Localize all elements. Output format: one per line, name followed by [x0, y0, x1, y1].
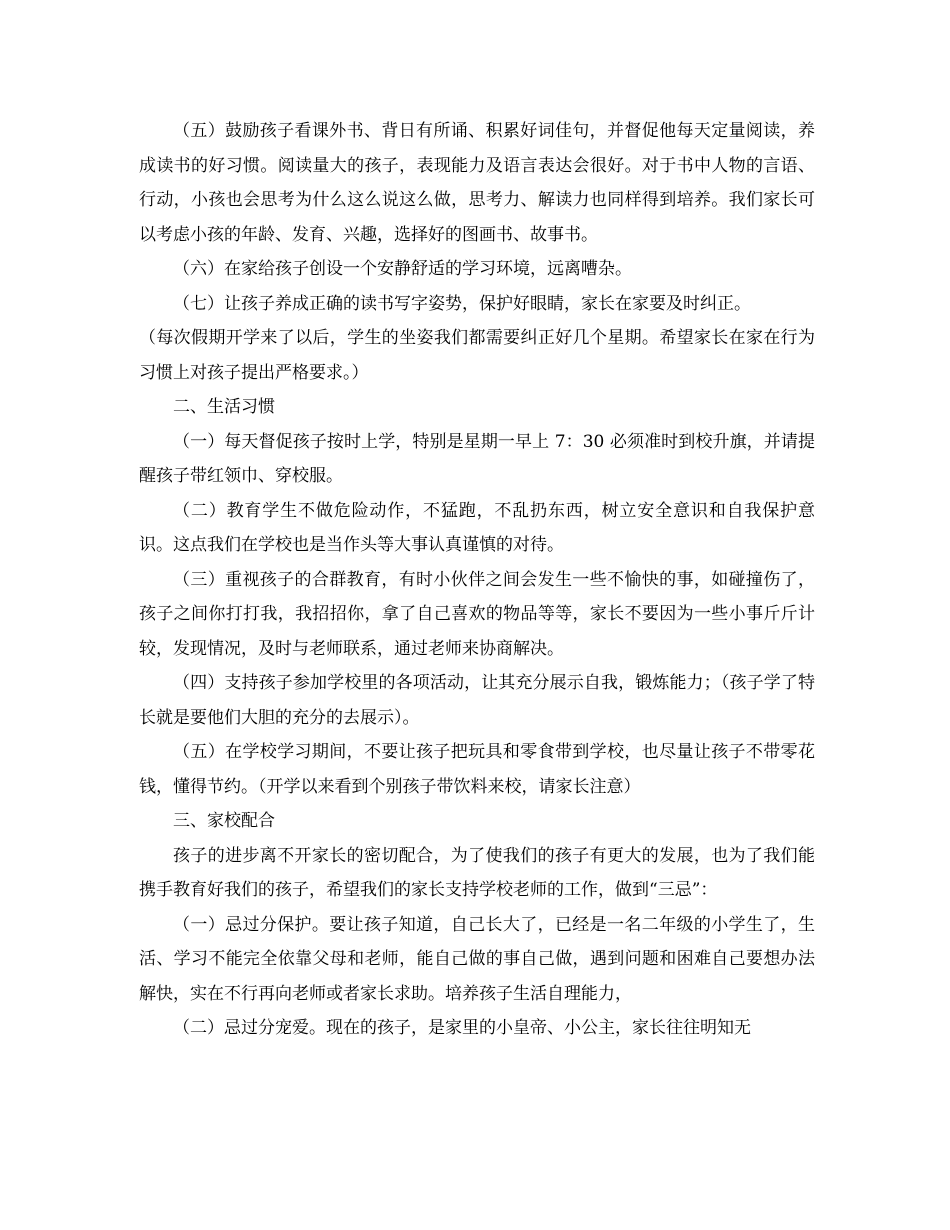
paragraph-overprotection: （一）忌过分保护。要让孩子知道，自己长大了，已经是一名二年级的小学生了，生活、学习不能完全依靠父母和老师，能自己做的事自己做，遇到问题和困难自己要想办法解快，实在不行再向老师或者家长求助。培养孩子生活自理能力， — [139, 914, 815, 1004]
section-heading-life-habits: 二、生活习惯 — [173, 397, 275, 417]
paragraph-social-education: （三）重视孩子的合群教育，有时小伙伴之间会发生一些不愉快的事，如碰撞伤了，孩子之间你打打我，我招招你，拿了自己喜欢的物品等等，家长不要因为一些小事斤斤计较，发现情况，及时与老师联系，通过老师来协商解决。 — [139, 569, 815, 659]
paragraph-encourage-reading: （五）鼓励孩子看课外书、背日有所诵、积累好词佳句，并督促他每天定量阅读，养成读书的好习惯。阅读量大的孩子，表现能力及语言表达会很好。对于书中人物的言语、行动，小孩也会思考为什么这么说这么做，思考力、解读力也同样得到培养。我们家长可以考虑小孩的年龄、发育、兴趣，选择好的图画书、故事书。 — [139, 121, 815, 245]
paragraph-study-environment: （六）在家给孩子创设一个安静舒适的学习环境，远离嘈杂。 — [173, 259, 632, 279]
paragraph-safety: （二）教育学生不做危险动作，不猛跑，不乱扔东西，树立安全意识和自我保护意识。这点我们在学校也是当作头等大事认真谨慎的对待。 — [139, 500, 815, 555]
document-page — [139, 114, 815, 1046]
paragraph-overindulgence: （二）忌过分宠爱。现在的孩子，是家里的小皇帝、小公主，家长往往明知无 — [173, 1018, 751, 1038]
paragraph-toys-snacks: （五）在学校学习期间，不要让孩子把玩具和零食带到学校，也尽量让孩子不带零花钱，懂得节约。（开学以来看到个别孩子带饮料来校，请家长注意） — [139, 742, 815, 797]
paragraph-school-activities: （四）支持孩子参加学校里的各项活动，让其充分展示自我，锻炼能力；（孩子学了特长就是要他们大胆的充分的去展示）。 — [139, 673, 815, 728]
paragraph-punctuality: （一）每天督促孩子按时上学，特别是星期一早上 7：30 必须准时到校升旗，并请提醒孩子带红领巾、穿校服。 — [139, 431, 815, 486]
paragraph-cooperation-intro: 孩子的进步离不开家长的密切配合，为了使我们的孩子有更大的发展，也为了我们能携手教育好我们的孩子，希望我们的家长支持学校老师的工作，做到“三忌”： — [139, 845, 815, 900]
section-heading-home-school: 三、家校配合 — [173, 811, 275, 831]
paragraph-posture: （七）让孩子养成正确的读书写字姿势，保护好眼睛，家长在家要及时纠正。 — [173, 293, 751, 314]
paragraph-posture-note: （每次假期开学来了以后，学生的坐姿我们都需要纠正好几个星期。希望家长在家在行为习惯上对孩子提出严格要求。） — [139, 328, 815, 383]
